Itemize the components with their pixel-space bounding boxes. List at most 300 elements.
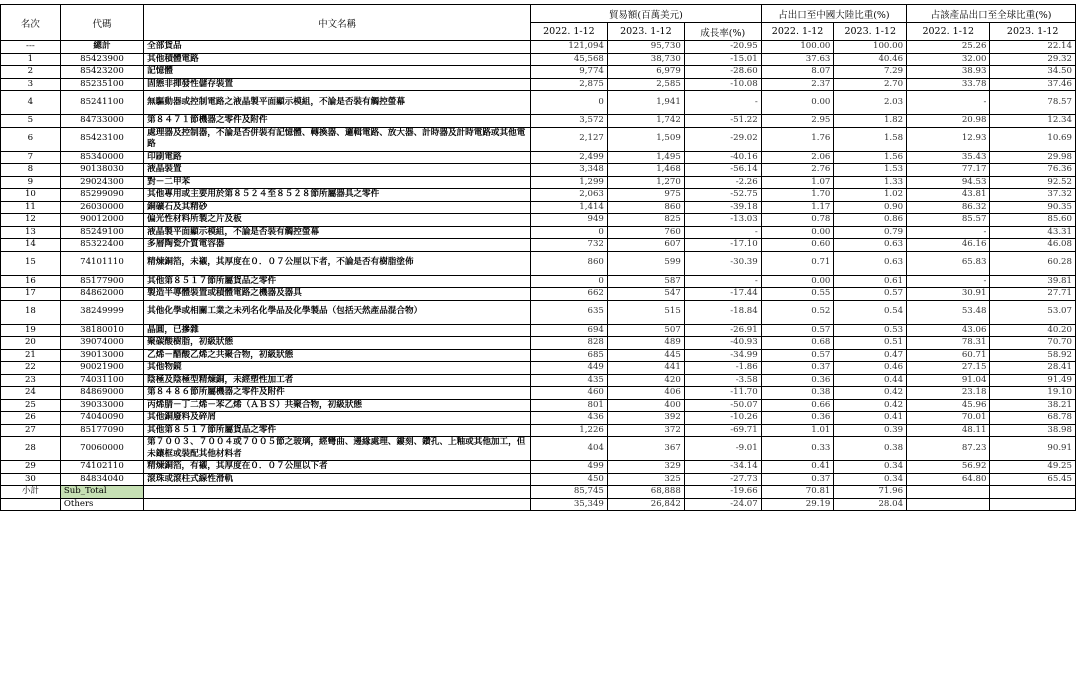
cell-rank: 13 [1,226,61,239]
cell-global-2022: 23.18 [907,387,990,400]
cell-cn-2023: 0.51 [834,337,907,350]
table-row [1,189,1076,202]
cell-global-2023: 92.52 [990,176,1076,189]
cell-global-2022: - [907,226,990,239]
cell-growth: -34.14 [684,461,761,474]
cell-cn-2022: 0.41 [761,461,834,474]
cell-global-2023: 76.36 [990,164,1076,177]
cell-name: 處理器及控制器，不論是否併裝有記憶體、轉換器、邏輯電路、放大器、計時器及計時電路或其他電路 [144,127,531,151]
header-growth: 成長率(%) [684,23,761,41]
cell-cn-2023: 0.46 [834,362,907,375]
cell-trade-2022: 404 [530,437,607,461]
table-row [1,91,1076,115]
table-row [1,151,1076,164]
cell-trade-2023: 441 [607,362,684,375]
table-row [1,337,1076,350]
cell-global-2022: 78.31 [907,337,990,350]
cell-global-2022: 46.16 [907,239,990,252]
cell-cn-2022: 0.36 [761,412,834,425]
cell-global-2022: 70.01 [907,412,990,425]
cell-growth: -40.16 [684,151,761,164]
cell-global-2023: 34.50 [990,66,1076,79]
cell-code: 84869000 [60,387,143,400]
cell-trade-2023: 760 [607,226,684,239]
cell-global-2023: 90.35 [990,201,1076,214]
cell-trade-2022: 499 [530,461,607,474]
cell-cn-2023: 40.46 [834,53,907,66]
cell-name: 液晶裝置 [144,164,531,177]
cell-growth: -30.39 [684,251,761,275]
cell-trade-2023: 95,730 [607,41,684,54]
cell-trade-2023: 975 [607,189,684,202]
cell-cn-2022: 1.07 [761,176,834,189]
cell-name: 其他積體電路 [144,53,531,66]
header-trade-2022: 2022. 1-12 [530,23,607,41]
cell-cn-2022: 2.95 [761,115,834,128]
cell-rank: 3 [1,78,61,91]
cell-growth: -39.18 [684,201,761,214]
cell-rank: 7 [1,151,61,164]
cell-code: 74102110 [60,461,143,474]
cell-rank: 23 [1,374,61,387]
cell-cn-2022: 0.00 [761,275,834,288]
cell-rank: 21 [1,349,61,362]
cell-growth: -27.73 [684,473,761,486]
cell-cn-2022: 1.01 [761,424,834,437]
cell-global-2023: 39.81 [990,275,1076,288]
cell-cn-2023: 0.63 [834,251,907,275]
cell-trade-2023: 1,509 [607,127,684,151]
cell-trade-2023: 392 [607,412,684,425]
cell-trade-2023: 515 [607,300,684,324]
cell-global-2023: 19.10 [990,387,1076,400]
cell-cn-2022: 0.60 [761,239,834,252]
cell-trade-2022: 694 [530,324,607,337]
cell-code: 70060000 [60,437,143,461]
cell-cn-2023: 1.02 [834,189,907,202]
cell-cn-2022: 2.37 [761,78,834,91]
cell-growth: -15.01 [684,53,761,66]
cell-trade-2022: 436 [530,412,607,425]
table-row [1,66,1076,79]
cell-cn-2022: 0.00 [761,91,834,115]
cell-code: 39033000 [60,399,143,412]
subtotal-global-2022 [907,486,990,499]
cell-growth: -29.02 [684,127,761,151]
cell-trade-2022: 460 [530,387,607,400]
cell-global-2023: 27.71 [990,288,1076,301]
others-row [1,498,1076,511]
cell-trade-2022: 449 [530,362,607,375]
cell-rank: 16 [1,275,61,288]
cell-global-2023: 38.98 [990,424,1076,437]
cell-trade-2022: 860 [530,251,607,275]
table-row [1,399,1076,412]
cell-global-2023: 43.31 [990,226,1076,239]
cell-global-2022: 60.71 [907,349,990,362]
header-global-2022: 2022. 1-12 [907,23,990,41]
cell-rank: 22 [1,362,61,375]
others-trade-2023: 26,842 [607,498,684,511]
cell-global-2023: 37.32 [990,189,1076,202]
cell-global-2022: 85.57 [907,214,990,227]
cell-growth: -52.75 [684,189,761,202]
cell-code: 39013000 [60,349,143,362]
table-row [1,275,1076,288]
table-row [1,300,1076,324]
cell-growth: -20.95 [684,41,761,54]
cell-trade-2023: 825 [607,214,684,227]
cell-name: 其他第８５１７節所屬貨品之零件 [144,275,531,288]
cell-rank: 14 [1,239,61,252]
footnote [0,662,1076,677]
cell-cn-2023: 0.86 [834,214,907,227]
cell-trade-2022: 0 [530,275,607,288]
cell-trade-2022: 2,875 [530,78,607,91]
cell-name: 精煉銅箔，有襯，其厚度在０．０７公厘以下者 [144,461,531,474]
cell-cn-2023: 1.56 [834,151,907,164]
cell-rank: 19 [1,324,61,337]
cell-trade-2023: 1,742 [607,115,684,128]
cell-cn-2022: 0.68 [761,337,834,350]
cell-growth: - [684,226,761,239]
cell-rank: 12 [1,214,61,227]
table-row [1,115,1076,128]
cell-name: 銅礦石及其精砂 [144,201,531,214]
cell-cn-2023: 0.47 [834,349,907,362]
cell-cn-2023: 0.61 [834,275,907,288]
cell-global-2023: 78.57 [990,91,1076,115]
cell-name: 其他第８５１７節所屬貨品之零件 [144,424,531,437]
cell-global-2023: 49.25 [990,461,1076,474]
cell-code: 85177090 [60,424,143,437]
cell-trade-2023: 599 [607,251,684,275]
cell-name: 乙烯－醋酸乙烯之共聚合物，初級狀態 [144,349,531,362]
cell-global-2023: 85.60 [990,214,1076,227]
cell-name: 其他化學或相關工業之未列名化學品及化學製品（包括天然產品混合物） [144,300,531,324]
export-ranking-table [0,4,1076,511]
cell-rank: 9 [1,176,61,189]
cell-trade-2023: 1,495 [607,151,684,164]
cell-cn-2022: 37.63 [761,53,834,66]
cell-trade-2023: 325 [607,473,684,486]
cell-rank: 10 [1,189,61,202]
cell-trade-2022: 121,094 [530,41,607,54]
cell-global-2023: 70.70 [990,337,1076,350]
cell-global-2022: 35.43 [907,151,990,164]
header-trade-group: 貿易額(百萬美元) [530,5,761,23]
cell-growth: -10.26 [684,412,761,425]
cell-trade-2023: 329 [607,461,684,474]
cell-code: 85423900 [60,53,143,66]
table-row [1,424,1076,437]
cell-code: 85235100 [60,78,143,91]
cell-code: 38180010 [60,324,143,337]
cell-trade-2022: 0 [530,226,607,239]
cell-global-2022: 32.00 [907,53,990,66]
cell-cn-2023: 0.53 [834,324,907,337]
cell-global-2022: 86.32 [907,201,990,214]
subtotal-trade-2023: 68,888 [607,486,684,499]
table-row [1,349,1076,362]
cell-global-2022: 56.92 [907,461,990,474]
others-global-2022 [907,498,990,511]
table-row [1,176,1076,189]
cell-global-2022: 20.98 [907,115,990,128]
cell-cn-2022: 0.00 [761,226,834,239]
header-trade-2023: 2023. 1-12 [607,23,684,41]
cell-global-2022: 53.48 [907,300,990,324]
cell-trade-2022: 450 [530,473,607,486]
cell-code: 74101110 [60,251,143,275]
header-name: 中文名稱 [144,5,531,41]
cell-code: 90021900 [60,362,143,375]
table-row [1,412,1076,425]
subtotal-growth: -19.66 [684,486,761,499]
cell-growth: -28.60 [684,66,761,79]
cell-trade-2022: 2,127 [530,127,607,151]
table-header [1,5,1076,41]
cell-code: 74040090 [60,412,143,425]
cell-trade-2022: 1,226 [530,424,607,437]
header-global-2023: 2023. 1-12 [990,23,1076,41]
cell-rank: 5 [1,115,61,128]
header-code: 代碼 [60,5,143,41]
cell-trade-2023: 607 [607,239,684,252]
table-row [1,461,1076,474]
cell-growth: -40.93 [684,337,761,350]
cell-trade-2023: 547 [607,288,684,301]
others-global-2023 [990,498,1076,511]
cell-cn-2022: 0.36 [761,374,834,387]
cell-global-2022: 38.93 [907,66,990,79]
cell-cn-2022: 0.78 [761,214,834,227]
cell-global-2023: 53.07 [990,300,1076,324]
cell-rank: 17 [1,288,61,301]
cell-global-2023: 12.34 [990,115,1076,128]
table-row [1,437,1076,461]
table-row [1,226,1076,239]
cell-rank: 2 [1,66,61,79]
cell-global-2022: - [907,91,990,115]
cell-growth: -3.58 [684,374,761,387]
cell-cn-2022: 0.38 [761,387,834,400]
cell-rank: 18 [1,300,61,324]
cell-rank: 8 [1,164,61,177]
subtotal-label: Sub_Total [60,486,143,499]
cell-name: 固態非揮發性儲存裝置 [144,78,531,91]
cell-cn-2022: 0.55 [761,288,834,301]
cell-trade-2023: 1,941 [607,91,684,115]
cell-global-2023: 38.21 [990,399,1076,412]
cell-trade-2022: 435 [530,374,607,387]
subtotal-rank: 小計 [1,486,61,499]
cell-trade-2022: 2,063 [530,189,607,202]
cell-rank: 11 [1,201,61,214]
cell-code: 總計 [60,41,143,54]
cell-cn-2023: 2.70 [834,78,907,91]
cell-global-2022: 45.96 [907,399,990,412]
cell-cn-2022: 2.06 [761,151,834,164]
cell-code: 26030000 [60,201,143,214]
cell-global-2022: 27.15 [907,362,990,375]
cell-code: 85423200 [60,66,143,79]
cell-trade-2022: 685 [530,349,607,362]
others-cn-2023: 28.04 [834,498,907,511]
table-row [1,324,1076,337]
cell-growth: -26.91 [684,324,761,337]
cell-global-2022: 25.26 [907,41,990,54]
cell-name: 無驅動器或控制電路之液晶製平面顯示模組，不論是否裝有觸控螢幕 [144,91,531,115]
table-row [1,473,1076,486]
cell-name: 丙烯腈－丁二烯－苯乙烯（ＡＢＳ）共聚合物，初級狀態 [144,399,531,412]
cell-global-2023: 10.69 [990,127,1076,151]
cell-trade-2022: 45,568 [530,53,607,66]
cell-code: 90138030 [60,164,143,177]
cell-cn-2023: 0.41 [834,412,907,425]
cell-trade-2022: 1,414 [530,201,607,214]
cell-name: 製造半導體裝置或積體電路之機器及器具 [144,288,531,301]
cell-trade-2022: 662 [530,288,607,301]
cell-cn-2023: 0.79 [834,226,907,239]
cell-global-2023: 37.46 [990,78,1076,91]
cell-cn-2022: 1.70 [761,189,834,202]
table-body [1,41,1076,511]
cell-growth: - [684,91,761,115]
cell-rank: 26 [1,412,61,425]
table-row [1,201,1076,214]
cell-rank: 28 [1,437,61,461]
cell-trade-2022: 801 [530,399,607,412]
cell-trade-2022: 828 [530,337,607,350]
cell-rank: 25 [1,399,61,412]
cell-global-2022: 48.11 [907,424,990,437]
cell-name: 液晶製平面顯示模組，不論是否裝有觸控螢幕 [144,226,531,239]
cell-cn-2022: 0.71 [761,251,834,275]
cell-rank: 20 [1,337,61,350]
cell-trade-2023: 2,585 [607,78,684,91]
header-share-cn-group: 占出口至中國大陸比重(%) [761,5,906,23]
cell-trade-2023: 372 [607,424,684,437]
cell-trade-2023: 1,270 [607,176,684,189]
table-row [1,164,1076,177]
cell-global-2023: 46.08 [990,239,1076,252]
cell-global-2022: 65.83 [907,251,990,275]
cell-growth: -17.44 [684,288,761,301]
cell-cn-2023: 100.00 [834,41,907,54]
cell-rank: 27 [1,424,61,437]
cell-trade-2023: 1,468 [607,164,684,177]
cell-code: 85241100 [60,91,143,115]
cell-cn-2022: 0.66 [761,399,834,412]
cell-global-2023: 90.91 [990,437,1076,461]
others-growth: -24.07 [684,498,761,511]
cell-growth: -10.08 [684,78,761,91]
cell-trade-2023: 507 [607,324,684,337]
header-cn-2023: 2023. 1-12 [834,23,907,41]
cell-code: 84733000 [60,115,143,128]
cell-global-2022: 43.06 [907,324,990,337]
table-row [1,78,1076,91]
cell-trade-2023: 489 [607,337,684,350]
table-row [1,251,1076,275]
subtotal-trade-2022: 85,745 [530,486,607,499]
cell-growth: -2.26 [684,176,761,189]
cell-code: 74031100 [60,374,143,387]
cell-cn-2022: 1.76 [761,127,834,151]
cell-name: 其他銅廢料及碎屑 [144,412,531,425]
others-trade-2022: 35,349 [530,498,607,511]
cell-global-2022: 87.23 [907,437,990,461]
cell-trade-2023: 860 [607,201,684,214]
others-name [144,498,531,511]
table-row [1,374,1076,387]
cell-trade-2022: 3,348 [530,164,607,177]
others-cn-2022: 29.19 [761,498,834,511]
cell-code: 38249999 [60,300,143,324]
cell-code: 85249100 [60,226,143,239]
cell-growth: -18.84 [684,300,761,324]
cell-rank: 24 [1,387,61,400]
cell-cn-2023: 0.42 [834,399,907,412]
others-label: Others [60,498,143,511]
cell-growth: -11.70 [684,387,761,400]
cell-global-2022: 12.93 [907,127,990,151]
cell-trade-2022: 635 [530,300,607,324]
total-row [1,41,1076,54]
cell-global-2023: 91.49 [990,374,1076,387]
cell-code: 29024300 [60,176,143,189]
cell-name: 陰極及陰極型精煉銅，未經塑性加工者 [144,374,531,387]
table-row [1,362,1076,375]
cell-growth: -1.86 [684,362,761,375]
cell-trade-2022: 732 [530,239,607,252]
cell-cn-2022: 0.33 [761,437,834,461]
cell-global-2023: 65.45 [990,473,1076,486]
cell-global-2023: 40.20 [990,324,1076,337]
cell-cn-2023: 7.29 [834,66,907,79]
cell-code: 85423100 [60,127,143,151]
cell-trade-2022: 0 [530,91,607,115]
cell-rank: 29 [1,461,61,474]
cell-cn-2023: 1.82 [834,115,907,128]
cell-code: 84834040 [60,473,143,486]
cell-name: 第８４８６節所屬機器之零件及附件 [144,387,531,400]
cell-cn-2022: 0.52 [761,300,834,324]
cell-growth: - [684,275,761,288]
table-row [1,214,1076,227]
subtotal-row [1,486,1076,499]
cell-name: 第８４７１節機器之零件及附件 [144,115,531,128]
cell-trade-2023: 400 [607,399,684,412]
cell-name: 偏光性材料所製之片及板 [144,214,531,227]
cell-code: 85322400 [60,239,143,252]
cell-rank: 1 [1,53,61,66]
cell-trade-2022: 9,774 [530,66,607,79]
cell-trade-2023: 420 [607,374,684,387]
cell-global-2022: - [907,275,990,288]
cell-global-2023: 29.98 [990,151,1076,164]
cell-cn-2023: 1.58 [834,127,907,151]
cell-trade-2022: 2,499 [530,151,607,164]
cell-trade-2022: 3,572 [530,115,607,128]
cell-cn-2023: 0.44 [834,374,907,387]
cell-code: 85299090 [60,189,143,202]
cell-growth: -9.01 [684,437,761,461]
cell-growth: -50.07 [684,399,761,412]
cell-growth: -51.22 [684,115,761,128]
cell-name: 滾珠或滾柱式線性滑軌 [144,473,531,486]
